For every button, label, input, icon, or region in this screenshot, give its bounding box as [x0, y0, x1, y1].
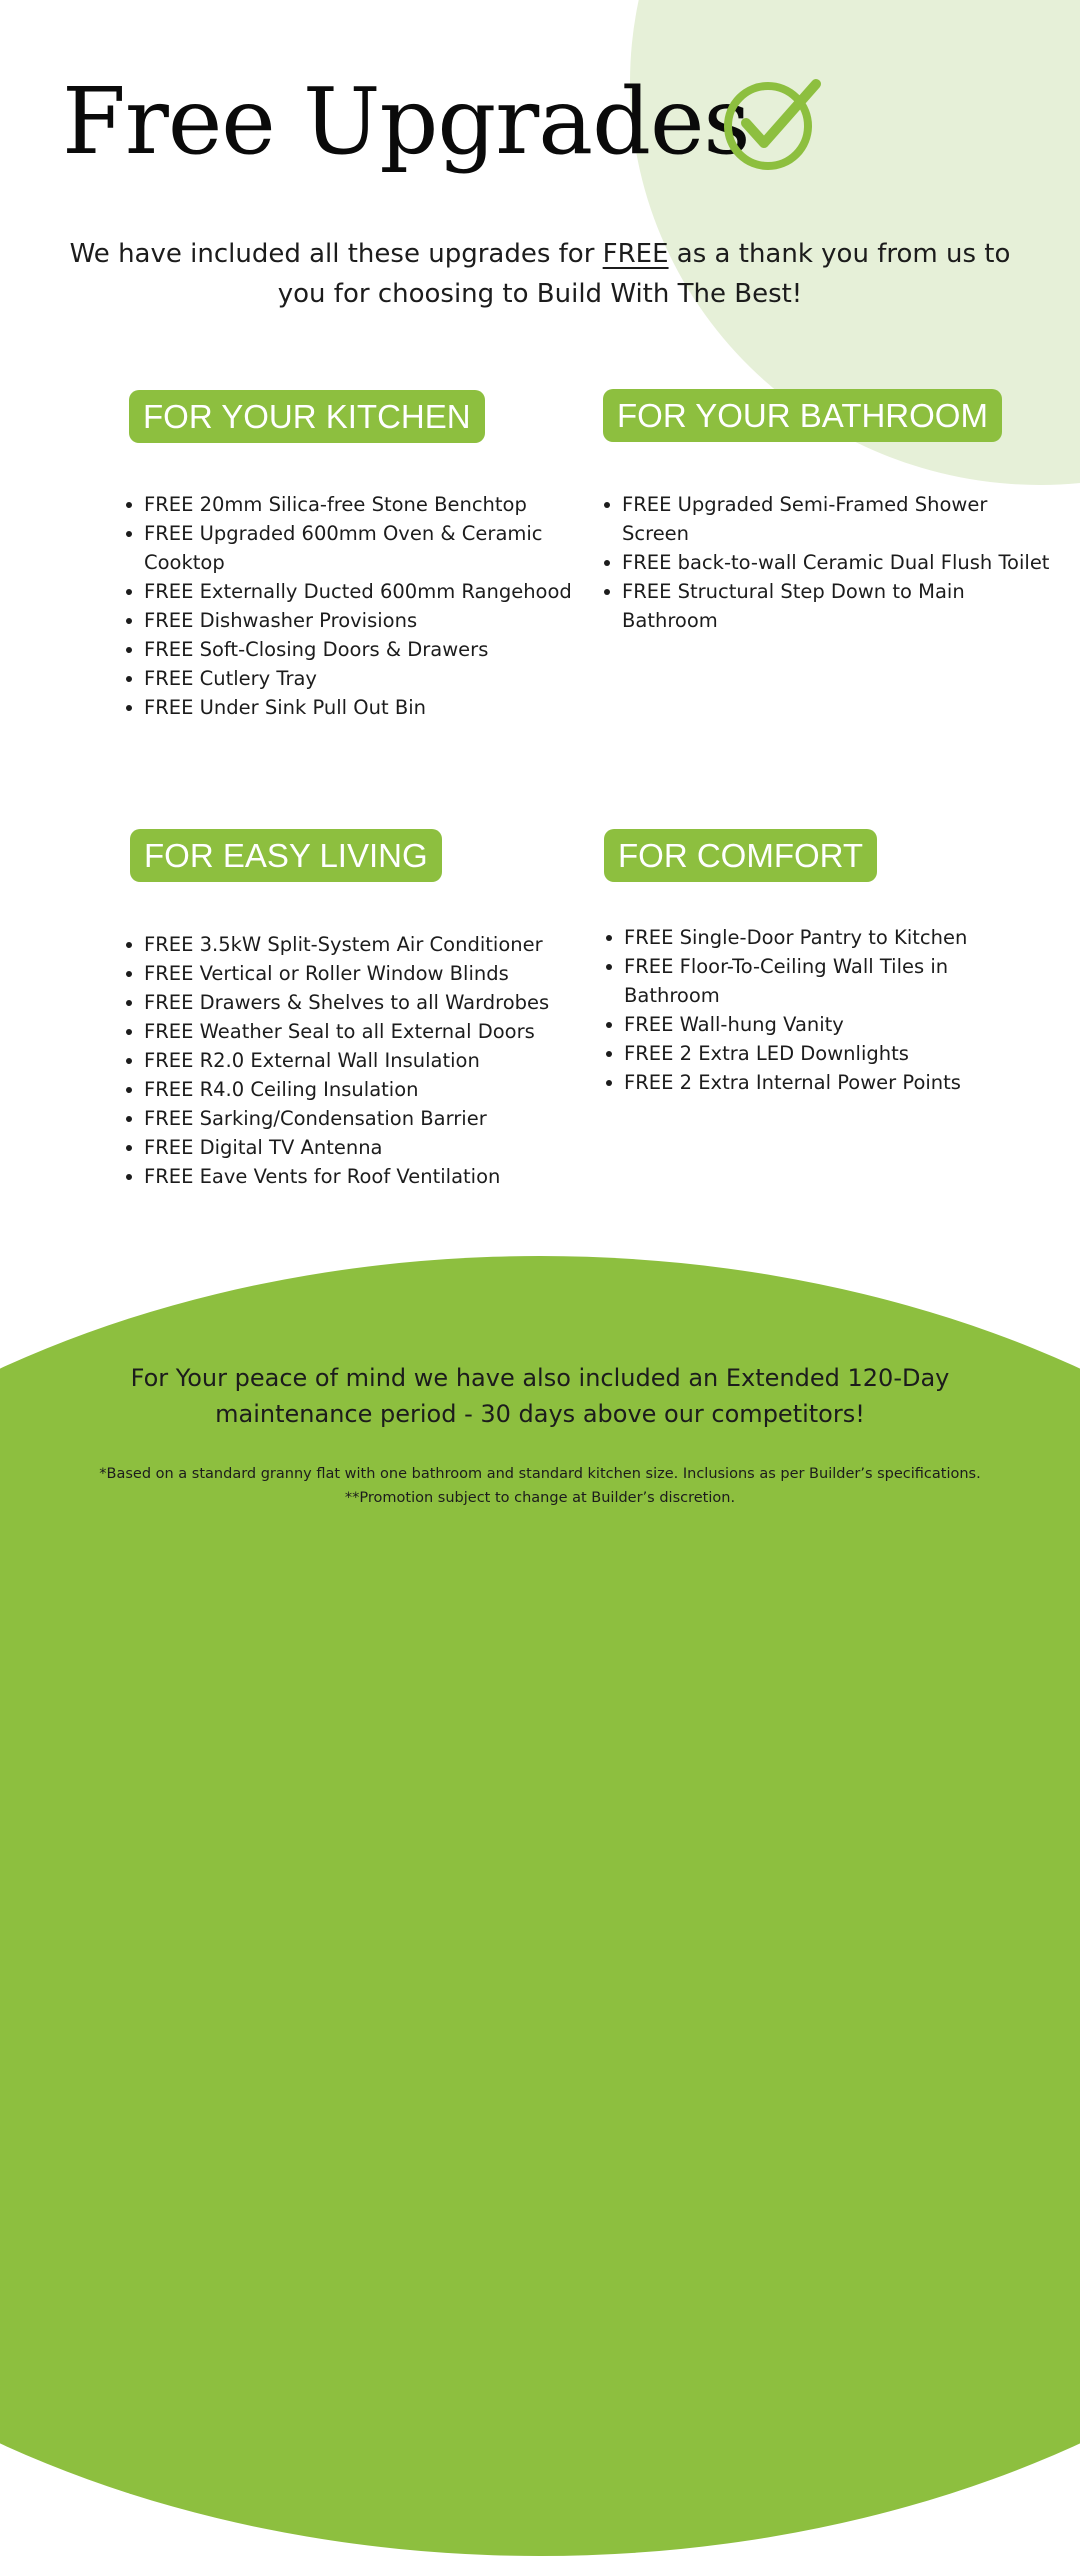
footnote [20, 1462, 1060, 1510]
list-item: FREE Upgraded 600mm Oven & Ceramic Cooktop [144, 519, 584, 577]
comfort-heading: FOR COMFORT [604, 829, 877, 882]
list-item: FREE back-to-wall Ceramic Dual Flush Toilet [622, 548, 1052, 577]
list-item: FREE Sarking/Condensation Barrier [144, 1104, 584, 1133]
footnote-line1: *Based on a standard granny flat with one bathroom and standard kitchen size. Inclusions as per Builder’s specifications. [99, 1466, 981, 1482]
list-item: FREE Vertical or Roller Window Blinds [144, 959, 584, 988]
checkmark-circle-icon [722, 76, 822, 172]
list-item: FREE Dishwasher Provisions [144, 606, 584, 635]
footnote-line2: **Promotion subject to change at Builder’s discretion. [344, 1490, 736, 1506]
list-item: FREE R4.0 Ceiling Insulation [144, 1075, 584, 1104]
list-item: FREE Wall-hung Vanity [624, 1010, 1044, 1039]
intro-after: as a thank you from us to [668, 239, 1011, 269]
list-item: FREE Upgraded Semi-Framed Shower Screen [622, 490, 1052, 548]
list-item: FREE Eave Vents for Roof Ventilation [144, 1162, 584, 1191]
intro-text [40, 234, 1040, 314]
intro-line2: you for choosing to Build With The Best! [277, 279, 803, 309]
easy-living-heading: FOR EASY LIVING [130, 829, 442, 882]
easy-living-list [122, 930, 584, 1191]
list-item: FREE Floor-To-Ceiling Wall Tiles in Bathroom [624, 952, 1044, 1010]
intro-before: We have included all these upgrades for [69, 239, 603, 269]
list-item: FREE 2 Extra LED Downlights [624, 1039, 1044, 1068]
page-title: Free Upgrades [62, 68, 750, 175]
list-item: FREE Single-Door Pantry to Kitchen [624, 923, 1044, 952]
list-item: FREE 2 Extra Internal Power Points [624, 1068, 1044, 1097]
peace-line1: For Your peace of mind we have also included an Extended 120-Day [130, 1364, 950, 1392]
list-item: FREE Externally Ducted 600mm Rangehood [144, 577, 584, 606]
list-item: FREE Digital TV Antenna [144, 1133, 584, 1162]
bottom-green-band [0, 1256, 1080, 2556]
peace-line2: maintenance period - 30 days above our competitors! [215, 1400, 865, 1428]
kitchen-heading: FOR YOUR KITCHEN [129, 390, 485, 443]
comfort-list [602, 923, 1044, 1097]
list-item: FREE Under Sink Pull Out Bin [144, 693, 584, 722]
list-item: FREE Drawers & Shelves to all Wardrobes [144, 988, 584, 1017]
bathroom-heading: FOR YOUR BATHROOM [603, 389, 1002, 442]
kitchen-list [122, 490, 584, 722]
list-item: FREE 3.5kW Split-System Air Conditioner [144, 930, 584, 959]
peace-of-mind-text [40, 1360, 1040, 1432]
list-item: FREE R2.0 External Wall Insulation [144, 1046, 584, 1075]
list-item: FREE Soft-Closing Doors & Drawers [144, 635, 584, 664]
list-item: FREE Cutlery Tray [144, 664, 584, 693]
intro-free-emphasis: FREE [602, 239, 669, 269]
list-item: FREE 20mm Silica-free Stone Benchtop [144, 490, 584, 519]
list-item: FREE Structural Step Down to Main Bathroom [622, 577, 1052, 635]
list-item: FREE Weather Seal to all External Doors [144, 1017, 584, 1046]
bathroom-list [600, 490, 1052, 635]
